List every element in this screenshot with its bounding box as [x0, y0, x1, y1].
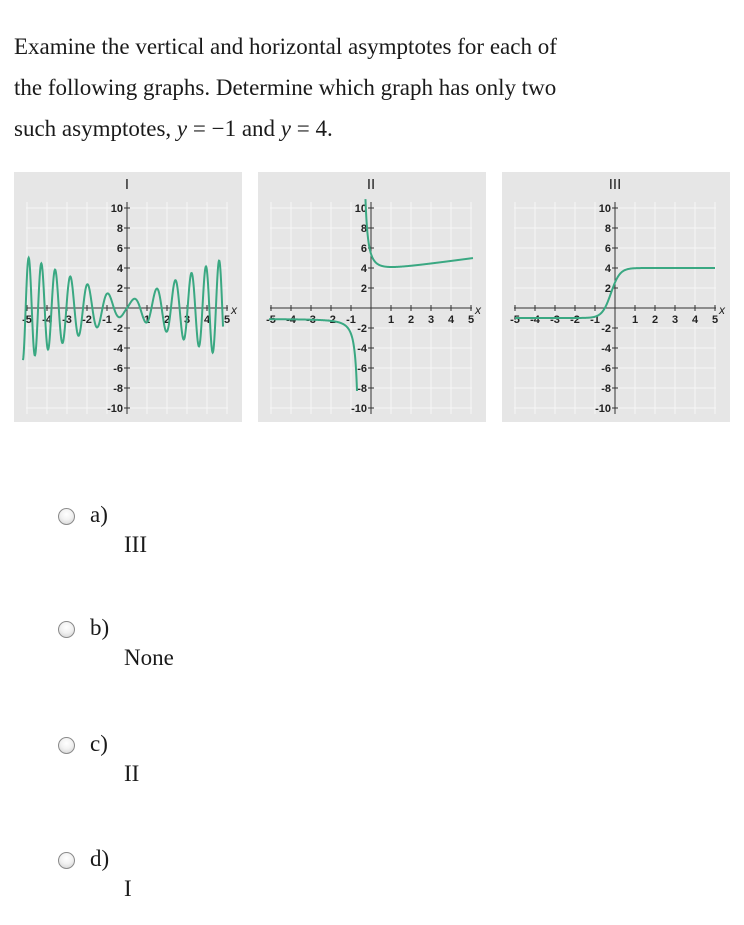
y-tick-label: 8 [116, 223, 123, 235]
x-tick-label: 2 [407, 314, 415, 326]
radio-a[interactable] [58, 508, 75, 525]
x-tick-label: 1 [143, 314, 151, 326]
question-line-2: the following graphs. Determine which graph has only two [14, 75, 557, 100]
x-tick-label: -1 [346, 314, 356, 326]
y-tick-label: -10 [107, 403, 123, 415]
option-c-letter: c) [90, 731, 108, 756]
x-tick-label: 3 [427, 314, 435, 326]
graph-II-curve-right [365, 199, 473, 267]
y-tick-label: 2 [360, 283, 367, 295]
graph-I-plot [14, 172, 242, 422]
question-line-3-start: such asymptotes, [14, 116, 177, 141]
y-tick-label: 6 [604, 243, 611, 255]
y-tick-label: 6 [360, 243, 367, 255]
y-tick-label: -8 [601, 383, 611, 395]
x-tick-label: -2 [82, 314, 92, 326]
graph-II-plot [258, 172, 486, 422]
y-tick-label: -6 [113, 363, 123, 375]
x-tick-label: 1 [631, 314, 639, 326]
x-tick-label: 4 [691, 314, 699, 326]
y-tick-label: 8 [604, 223, 611, 235]
x-tick-label: 5 [467, 314, 475, 326]
x-axis-label: x [231, 303, 237, 317]
x-tick-label: 5 [711, 314, 719, 326]
option-d-text: I [124, 876, 132, 901]
graph-label: I [124, 176, 130, 193]
graph-label: III [608, 176, 622, 193]
x-tick-label: 2 [651, 314, 659, 326]
x-tick-label: -5 [22, 314, 32, 326]
x-tick-label: -3 [62, 314, 72, 326]
radio-b[interactable] [58, 621, 75, 638]
option-b-letter: b) [90, 615, 110, 640]
y-tick-label: -4 [601, 343, 611, 355]
radio-d[interactable] [58, 852, 75, 869]
question-line-1: Examine the vertical and horizontal asymptotes for each of [14, 34, 557, 59]
equation-part-2: = 4. [291, 116, 333, 141]
y-tick-label: 4 [116, 263, 123, 275]
x-tick-label: -3 [306, 314, 316, 326]
x-axis-label: x [719, 303, 725, 317]
x-tick-label: -2 [326, 314, 336, 326]
y-tick-label: -4 [113, 343, 123, 355]
option-c-text: II [124, 761, 140, 786]
y-tick-label: -6 [357, 363, 367, 375]
question-text [14, 26, 729, 149]
radio-c[interactable] [58, 737, 75, 754]
x-tick-label: -5 [510, 314, 520, 326]
var-y-1: y [176, 116, 188, 141]
x-tick-label: 4 [203, 314, 211, 326]
x-tick-label: -1 [590, 314, 600, 326]
x-tick-label: -4 [530, 314, 540, 326]
y-tick-label: 4 [360, 263, 367, 275]
graph-II [258, 172, 486, 422]
y-tick-label: 8 [360, 223, 367, 235]
y-tick-label: -2 [601, 323, 611, 335]
y-tick-label: 10 [110, 203, 123, 215]
graph-I-curve [23, 258, 223, 360]
x-tick-label: -4 [42, 314, 52, 326]
graph-label: II [366, 176, 376, 193]
x-tick-label: -1 [102, 314, 112, 326]
y-tick-label: 10 [598, 203, 611, 215]
graph-II-curve-left [269, 319, 357, 391]
y-tick-label: -6 [601, 363, 611, 375]
y-tick-label: -8 [357, 383, 367, 395]
y-tick-label: -10 [351, 403, 367, 415]
option-d-letter: d) [90, 846, 110, 871]
option-a-letter: a) [90, 502, 108, 527]
x-tick-label: 1 [387, 314, 395, 326]
option-b-text: None [124, 645, 174, 670]
y-tick-label: -8 [113, 383, 123, 395]
graph-III [502, 172, 730, 422]
x-tick-label: 4 [447, 314, 455, 326]
x-tick-label: -2 [570, 314, 580, 326]
y-tick-label: 10 [354, 203, 367, 215]
x-tick-label: 3 [671, 314, 679, 326]
x-tick-label: -3 [550, 314, 560, 326]
x-tick-label: 5 [223, 314, 231, 326]
y-tick-label: 6 [116, 243, 123, 255]
graph-III-plot [502, 172, 730, 422]
x-tick-label: 2 [163, 314, 171, 326]
y-tick-label: 4 [604, 263, 611, 275]
y-tick-label: 2 [604, 283, 611, 295]
graph-I [14, 172, 242, 422]
option-a-text: III [124, 532, 147, 557]
var-y-2: y [280, 116, 291, 141]
y-tick-label: -10 [595, 403, 611, 415]
x-tick-label: -4 [286, 314, 296, 326]
equation-part-1: = −1 and [187, 116, 281, 141]
x-tick-label: -5 [266, 314, 276, 326]
y-tick-label: -2 [113, 323, 123, 335]
question-line-3 [14, 108, 729, 149]
y-tick-label: 2 [116, 283, 123, 295]
x-tick-label: 3 [183, 314, 191, 326]
x-axis-label: x [475, 303, 481, 317]
graphs-row [0, 172, 744, 424]
y-tick-label: -4 [357, 343, 367, 355]
y-tick-label: -2 [357, 323, 367, 335]
